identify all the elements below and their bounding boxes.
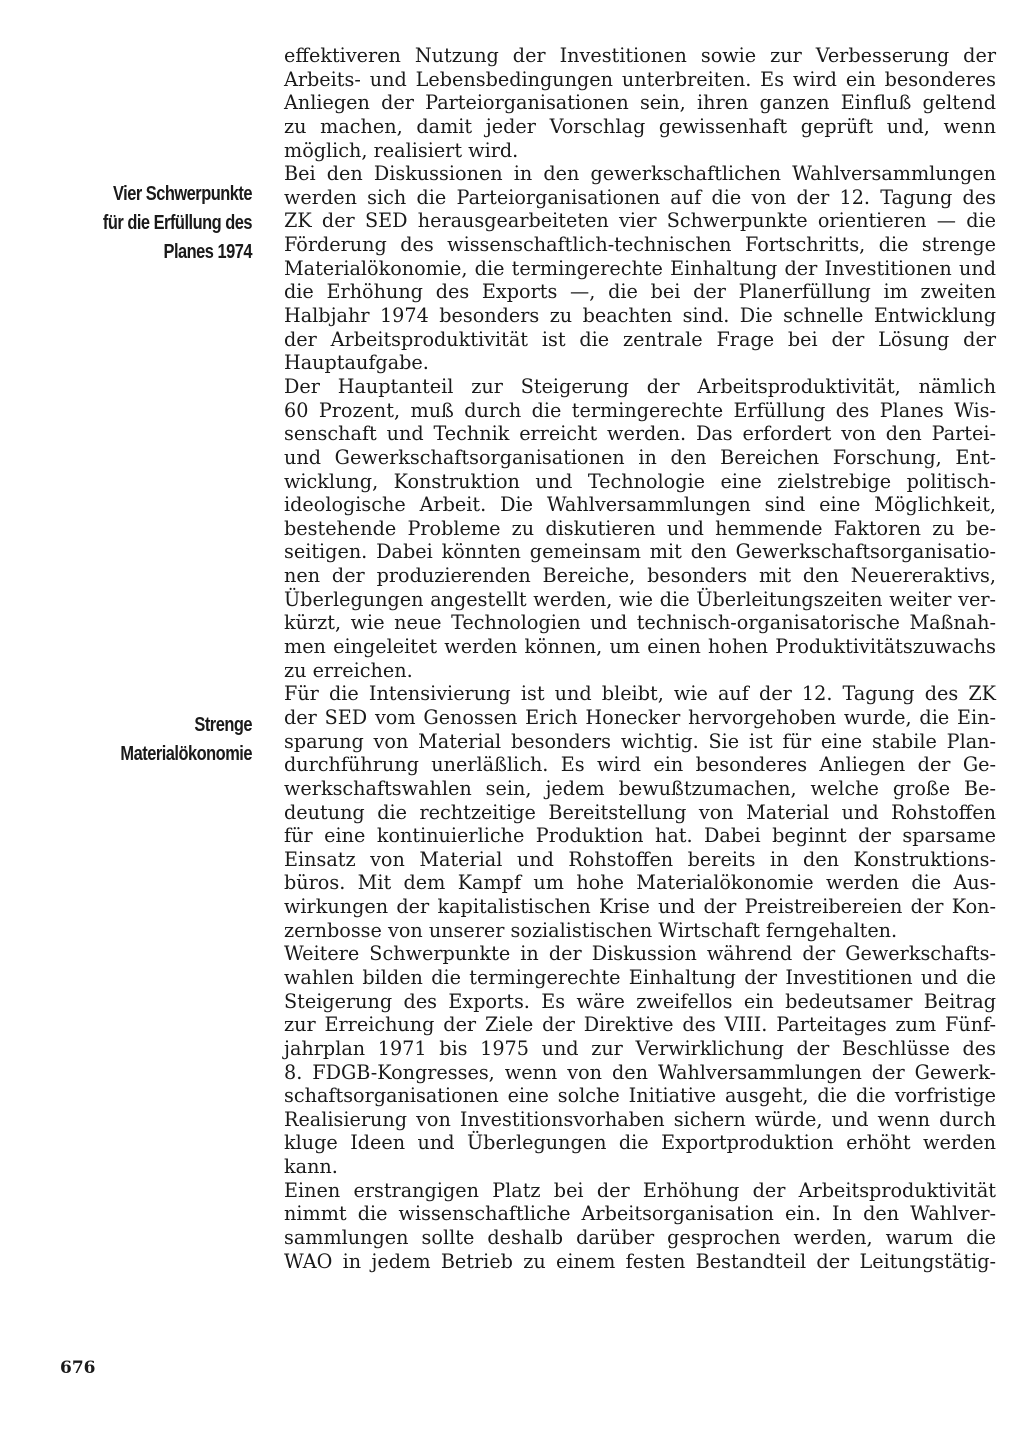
text-line: zu erreichen. xyxy=(284,658,413,682)
text-line: für eine kontinuierliche Produktion hat. Dabei beginnt der sparsame xyxy=(284,824,996,848)
margin-heading-line: Planes 1974 xyxy=(163,241,252,263)
text-line: der SED vom Genossen Erich Honecker hervorgehoben wurde, die Ein- xyxy=(284,705,996,729)
text-line: seitigen. Dabei könnten gemeinsam mit den Gewerkschaftsorganisatio- xyxy=(284,540,996,564)
text-line: kürzt, wie neue Technologien und technisch-organisatorische Maßnah- xyxy=(284,611,996,635)
text-line: sparung von Material besonders wichtig. Sie ist für eine stabile Plan- xyxy=(284,729,996,753)
text-line: Arbeits- und Lebensbedingungen unterbreiten. Es wird ein besonderes xyxy=(284,67,996,91)
text-line: WAO in jedem Betrieb zu einem festen Bestandteil der Leitungstätig- xyxy=(284,1249,996,1273)
text-line: jahrplan 1971 bis 1975 und zur Verwirklichung der Beschlüsse des xyxy=(284,1036,996,1060)
text-line: und Gewerkschaftsorganisationen in den Bereichen Forschung, Ent- xyxy=(284,445,996,469)
text-line: senschaft und Technik erreicht werden. Das erfordert von den Partei- xyxy=(284,422,996,446)
margin-heading-line: Vier Schwerpunkte xyxy=(113,183,252,205)
text-line: bestehende Probleme zu diskutieren und hemmende Faktoren zu be- xyxy=(284,516,996,540)
text-line: kluge Ideen und Überlegungen die Exportproduktion erhöht werden xyxy=(284,1131,996,1155)
text-line: Hauptaufgabe. xyxy=(284,351,429,375)
text-line: büros. Mit dem Kampf um hohe Materialökonomie werden die Aus- xyxy=(284,871,996,895)
text-line: nen der produzierenden Bereiche, besonders mit den Neuereraktivs, xyxy=(284,564,996,588)
margin-heading-vier-schwerpunkte xyxy=(95,180,252,267)
text-line: Realisierung von Investitionsvorhaben sichern würde, und wenn durch xyxy=(284,1107,996,1131)
text-line: Förderung des wissenschaftlich-technischen Fortschritts, die strenge xyxy=(284,233,996,257)
text-line: wahlen bilden die termingerechte Einhaltung der Investitionen und die xyxy=(284,965,996,989)
text-line: Steigerung des Exports. Es wäre zweifellos ein bedeutsamer Beitrag xyxy=(284,989,996,1013)
text-line: 60 Prozent, muß durch die termingerechte Erfüllung des Planes Wis- xyxy=(284,398,996,422)
margin-heading-line: Strenge xyxy=(194,714,252,736)
text-line: Bei den Diskussionen in den gewerkschaftlichen Wahlversammlungen xyxy=(284,162,996,186)
text-line: Der Hauptanteil zur Steigerung der Arbeitsproduktivität, nämlich xyxy=(284,374,996,398)
text-line: Weitere Schwerpunkte in der Diskussion während der Gewerkschafts- xyxy=(284,942,996,966)
text-line: werkschaftswahlen sein, jedem bewußtzumachen, welche große Be- xyxy=(284,776,996,800)
text-line: Für die Intensivierung ist und bleibt, wie auf der 12. Tagung des ZK xyxy=(284,682,996,706)
text-line: effektiveren Nutzung der Investitionen sowie zur Verbesserung der xyxy=(284,44,996,67)
text-line: zernbosse von unserer sozialistischen Wirtschaft ferngehalten. xyxy=(284,918,898,942)
text-line: ZK der SED herausgearbeiteten vier Schwerpunkte orientieren — die xyxy=(284,209,996,233)
text-line: wirkungen der kapitalistischen Krise und der Preistreibereien der Kon- xyxy=(284,895,996,919)
text-line: deutung die rechtzeitige Bereitstellung von Material und Rohstoffen xyxy=(284,800,996,824)
text-line: zu machen, damit jeder Vorschlag gewissenhaft geprüft und, wenn xyxy=(284,114,996,138)
text-line: 8. FDGB-Kongresses, wenn von den Wahlversammlungen der Gewerk- xyxy=(284,1060,996,1084)
margin-heading-line: für die Erfüllung des xyxy=(102,212,253,234)
text-line: durchführung unerläßlich. Es wird ein besonderes Anliegen der Ge- xyxy=(284,753,996,777)
text-line: ideologische Arbeit. Die Wahlversammlungen sind eine Möglichkeit, xyxy=(284,493,996,517)
text-line: zur Erreichung der Ziele der Direktive des VIII. Parteitages zum Fünf- xyxy=(284,1013,996,1037)
text-line: der Arbeitsproduktivität ist die zentrale Frage bei der Lösung der xyxy=(284,327,996,351)
page-number: 676 xyxy=(60,1358,96,1378)
text-line: men eingeleitet werden können, um einen hohen Produktivitätszuwachs xyxy=(284,635,996,659)
text-line: sammlungen sollte deshalb darüber gesprochen werden, warum die xyxy=(284,1226,996,1250)
body-text-column xyxy=(284,44,996,1273)
text-line: schaftsorganisationen eine solche Initiative ausgeht, die die vorfristige xyxy=(284,1084,996,1108)
text-line: möglich, realisiert wird. xyxy=(284,138,519,162)
text-line: Materialökonomie, die termingerechte Einhaltung der Investitionen und xyxy=(284,256,996,280)
margin-heading-line: Materialökonomie xyxy=(120,743,252,765)
text-line: nimmt die wissenschaftliche Arbeitsorganisation ein. In den Wahlver- xyxy=(284,1202,996,1226)
text-line: kann. xyxy=(284,1155,338,1179)
margin-heading-strenge-materialoekonomie xyxy=(95,711,252,769)
text-line: die Erhöhung des Exports —, die bei der Planerfüllung im zweiten xyxy=(284,280,996,304)
text-line: Halbjahr 1974 besonders zu beachten sind. Die schnelle Entwicklung xyxy=(284,304,996,328)
text-line: Anliegen der Parteiorganisationen sein, ihren ganzen Einfluß geltend xyxy=(284,91,996,115)
text-line: wicklung, Konstruktion und Technologie eine zielstrebige politisch- xyxy=(284,469,996,493)
text-line: Einen erstrangigen Platz bei der Erhöhung der Arbeitsproduktivität xyxy=(284,1178,996,1202)
text-line: Einsatz von Material und Rohstoffen bereits in den Konstruktions- xyxy=(284,847,996,871)
text-line: Überlegungen angestellt werden, wie die Überleitungszeiten weiter ver- xyxy=(284,587,996,611)
text-line: werden sich die Parteiorganisationen auf die von der 12. Tagung des xyxy=(284,185,996,209)
